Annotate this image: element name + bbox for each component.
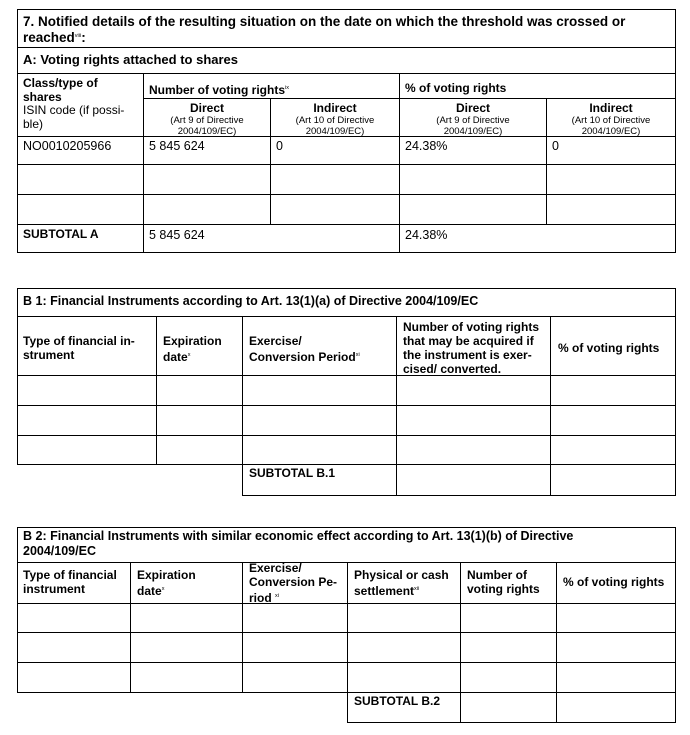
subtotal-b1-label: SUBTOTAL B.1: [249, 466, 336, 480]
rule: [242, 495, 676, 496]
direct-number-value: 5 845 624: [149, 139, 205, 153]
b2-type-label-cont: instrument: [23, 582, 86, 596]
rule: [130, 562, 131, 693]
rule: [347, 722, 676, 723]
rule: [17, 194, 676, 195]
table-b1-heading: B 1: Financial Instruments according to Art. 13(1)(a) of Directive 2004/109/EC: [23, 294, 479, 308]
b1-pct-label: % of voting rights: [558, 341, 660, 355]
b2-exercise-label-3: riod $^{xi}$: [249, 591, 279, 605]
rule: [460, 562, 461, 723]
number-of-voting-rights-label: Number of voting rights$^{ix}$: [149, 83, 289, 97]
b1-number-label-3: the instrument is exer-: [403, 348, 532, 362]
class-type-label: Class/type of: [23, 76, 98, 90]
subtotal-a-label: SUBTOTAL A: [23, 227, 99, 241]
b1-type-label: Type of financial in-: [23, 334, 135, 348]
rule: [675, 9, 676, 253]
indirect-number-value: 0: [276, 139, 283, 153]
rule: [17, 164, 676, 165]
rule: [17, 375, 676, 376]
b2-pct-label: % of voting rights: [563, 575, 665, 589]
rule: [242, 562, 243, 693]
indirect-pct-value: 0: [552, 139, 559, 153]
rule: [242, 316, 243, 496]
b2-settlement-label: Physical or cash: [354, 568, 449, 582]
isin-label-cont: ble): [23, 117, 44, 131]
rule: [17, 9, 676, 10]
rule: [399, 73, 400, 253]
rule: [143, 73, 144, 253]
pct-voting-rights-label: % of voting rights: [405, 81, 507, 95]
subtotal-b2-label: SUBTOTAL B.2: [354, 694, 441, 708]
rule: [17, 405, 676, 406]
b1-expiration-label-cont: date$^x$: [163, 350, 191, 364]
rule: [17, 464, 676, 465]
table-b2-heading: B 2: Financial Instruments with similar economic effect according to Art. 13(1)(b) of Directive: [23, 529, 574, 543]
rule: [17, 9, 18, 253]
rule: [17, 252, 676, 253]
footnote-marker: xii: [414, 586, 420, 592]
rule: [143, 98, 676, 99]
b1-expiration-label: Expiration: [163, 334, 222, 348]
b2-settlement-label-cont: settlement$^{xii}$: [354, 584, 420, 598]
b2-expiration-label-cont: date$^x$: [137, 584, 165, 598]
rule: [556, 562, 557, 723]
b2-exercise-label-2: Conversion Pe-: [249, 575, 338, 589]
rule: [17, 73, 676, 74]
rule: [17, 224, 676, 225]
b1-type-label-cont: strument: [23, 348, 75, 362]
footnote-marker: viii: [74, 33, 82, 39]
pct-direct-header: Direct (Art 9 of Directive 2004/109/EC): [436, 101, 510, 137]
rule: [17, 527, 676, 528]
rule: [17, 288, 18, 465]
footnote-marker: ix: [285, 85, 289, 91]
rule: [396, 316, 397, 496]
indirect-header: Indirect (Art 10 of Directive 2004/109/EC): [295, 101, 375, 137]
b2-type-label: Type of financial: [23, 568, 117, 582]
b2-exercise-label: Exercise/: [249, 561, 302, 575]
direct-header: Direct (Art 9 of Directive 2004/109/EC): [170, 101, 244, 137]
footnote-marker: xi: [275, 593, 279, 599]
section-7-title-cont: reached$^{viii}$:: [23, 30, 86, 45]
rule: [17, 316, 676, 317]
rule: [675, 527, 676, 723]
rule: [347, 562, 348, 723]
class-type-label-cont: shares: [23, 90, 62, 104]
rule: [17, 527, 18, 693]
b1-exercise-label-cont: Conversion Period$^{xi}$: [249, 350, 360, 364]
section-7-title: 7. Notified details of the resulting situation on the date on which the threshold was crossed or: [23, 14, 626, 29]
b2-number-label-cont: voting rights: [467, 582, 540, 596]
pct-indirect-header: Indirect (Art 10 of Directive 2004/109/EC): [571, 101, 651, 137]
table-b2-heading-cont: 2004/109/EC: [23, 544, 96, 558]
b2-number-label: Number of: [467, 568, 527, 582]
b1-exercise-label: Exercise/: [249, 334, 302, 348]
rule: [17, 435, 676, 436]
rule: [550, 316, 551, 496]
subtotal-a-pct: 24.38%: [405, 228, 448, 242]
b1-number-label: Number of voting rights: [403, 320, 539, 334]
b1-number-label-2: that may be acquired if: [403, 334, 534, 348]
footnote-marker: x: [161, 586, 165, 592]
rule: [17, 47, 676, 48]
b2-expiration-label: Expiration: [137, 568, 196, 582]
rule: [675, 288, 676, 496]
b1-number-label-4: cised/ converted.: [403, 362, 502, 376]
footnote-marker: x: [187, 352, 191, 358]
isin-label: ISIN code (if possi-: [23, 103, 125, 117]
footnote-marker: xi: [355, 352, 360, 358]
isin-value: NO0010205966: [23, 139, 112, 153]
direct-pct-value: 24.38%: [405, 139, 448, 153]
rule: [156, 316, 157, 465]
rule: [17, 288, 676, 289]
table-a-heading: A: Voting rights attached to shares: [23, 52, 239, 67]
subtotal-a-number: 5 845 624: [149, 228, 205, 242]
